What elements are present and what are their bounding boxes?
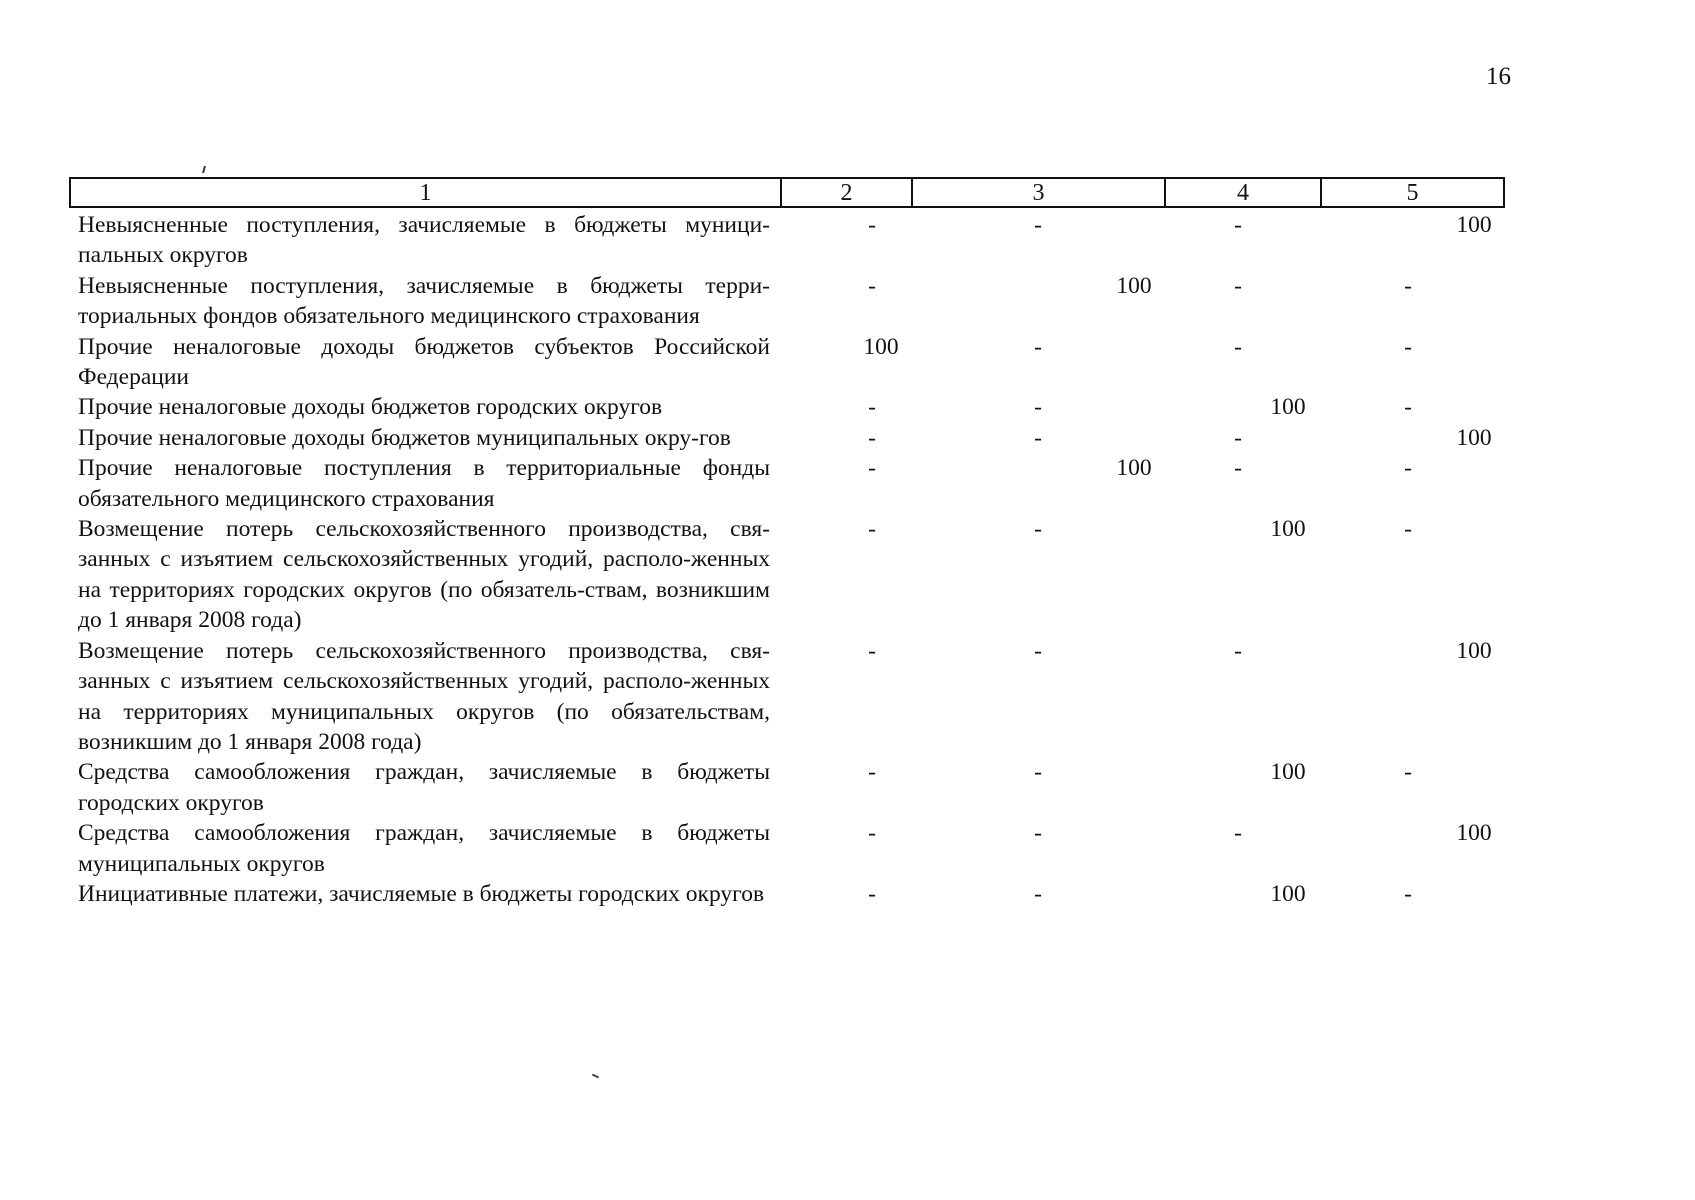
cell-col-2: -: [868, 820, 876, 847]
cell-col-5: 100: [1456, 637, 1492, 664]
cell-col-3: -: [1034, 394, 1042, 421]
cell-col-4: -: [1234, 820, 1242, 847]
column-header-5: 5: [1406, 180, 1419, 206]
table-row: [78, 879, 1508, 909]
cell-col-5: 100: [1456, 212, 1492, 238]
cell-col-2: 100: [863, 333, 899, 360]
cell-col-5: -: [1404, 759, 1412, 786]
cell-col-4: 100: [1270, 759, 1306, 786]
cell-col-4: 100: [1270, 394, 1306, 421]
cell-col-4: 100: [1270, 516, 1306, 543]
cell-col-3: -: [1034, 212, 1042, 238]
cell-col-4: -: [1234, 212, 1242, 238]
cell-col-4: -: [1234, 637, 1242, 664]
cell-col-4: -: [1234, 272, 1242, 299]
table-row: [78, 818, 1508, 879]
scan-tick-mark: [202, 166, 206, 173]
row-description: Невыясненные поступления, зачисляемые в бюджеты муници-пальных округов: [78, 212, 770, 269]
table-body: [78, 210, 1508, 909]
cell-col-5: -: [1404, 394, 1412, 421]
cell-col-2: -: [868, 424, 876, 451]
row-description: Невыясненные поступления, зачисляемые в бюджеты терри-ториальных фондов обязательного медицинского страхования: [78, 272, 770, 330]
cell-col-3: -: [1034, 637, 1042, 664]
cell-col-5: -: [1404, 455, 1412, 482]
row-description: Возмещение потерь сельскохозяйственного производства, свя-занных с изъятием сельскохозяйственных угодий, располо-женных на территориях муниципальных округов (по обязательствам, возникшим до 1 января 2008 года): [78, 637, 770, 755]
cell-col-5: -: [1404, 272, 1412, 299]
cell-col-2: -: [868, 516, 876, 543]
cell-col-2: -: [868, 759, 876, 786]
cell-col-5: -: [1404, 333, 1412, 360]
cell-col-2: -: [868, 455, 876, 482]
cell-col-2: -: [868, 394, 876, 421]
cell-col-3: -: [1034, 333, 1042, 360]
cell-col-2: -: [868, 637, 876, 664]
cell-col-2: -: [868, 880, 876, 907]
cell-col-4: 100: [1270, 880, 1306, 907]
cell-col-3: 100: [1116, 272, 1152, 299]
row-description: Прочие неналоговые доходы бюджетов городских округов: [78, 394, 663, 421]
cell-col-3: 100: [1116, 455, 1152, 482]
row-description: Средства самообложения граждан, зачисляемые в бюджеты муниципальных округов: [78, 820, 770, 877]
row-description: Прочие неналоговые поступления в территориальные фонды обязательного медицинского страхования: [78, 455, 770, 512]
cell-col-3: -: [1034, 424, 1042, 451]
row-description: Прочие неналоговые доходы бюджетов муниципальных окру-гов: [78, 424, 731, 451]
column-header-2: 2: [782, 179, 913, 206]
row-description: Прочие неналоговые доходы бюджетов субъектов Российской Федерации: [78, 333, 770, 391]
cell-col-3: -: [1034, 759, 1042, 786]
table-row: [78, 757, 1508, 818]
cell-col-3: -: [1034, 516, 1042, 543]
table-row: [78, 271, 1508, 332]
table-row: [78, 210, 1508, 271]
cell-col-5: 100: [1456, 820, 1492, 847]
cell-col-5: 100: [1456, 424, 1492, 451]
row-description: Средства самообложения граждан, зачисляемые в бюджеты городских округов: [78, 759, 770, 816]
cell-col-5: -: [1404, 880, 1412, 907]
column-header-4: 4: [1166, 179, 1322, 206]
cell-col-5: -: [1404, 516, 1412, 543]
table-row: [78, 392, 1508, 422]
page-number: 16: [1486, 63, 1511, 90]
table-row: [78, 514, 1508, 636]
table-row: [78, 636, 1508, 758]
cell-col-2: -: [868, 212, 876, 238]
table-row: [78, 423, 1508, 453]
cell-col-3: -: [1034, 880, 1042, 907]
column-header-1: 1: [71, 179, 782, 206]
table-row: [78, 453, 1508, 514]
cell-col-4: -: [1234, 333, 1242, 360]
table-row: [78, 332, 1508, 393]
table-header-row: [69, 177, 1505, 208]
row-description: Возмещение потерь сельскохозяйственного производства, свя-занных с изъятием сельскохозяйственных угодий, располо-женных на территориях городских округов (по обязатель-ствам, возникшим до 1 января 2008 года): [78, 516, 770, 634]
cell-col-4: -: [1234, 455, 1242, 482]
cell-col-3: -: [1034, 820, 1042, 847]
row-description: Инициативные платежи, зачисляемые в бюджеты городских округов: [78, 880, 765, 907]
cell-col-2: -: [868, 272, 876, 299]
column-header-3: 3: [913, 179, 1166, 206]
cell-col-4: -: [1234, 424, 1242, 451]
scan-stray-mark: [592, 1074, 599, 1079]
